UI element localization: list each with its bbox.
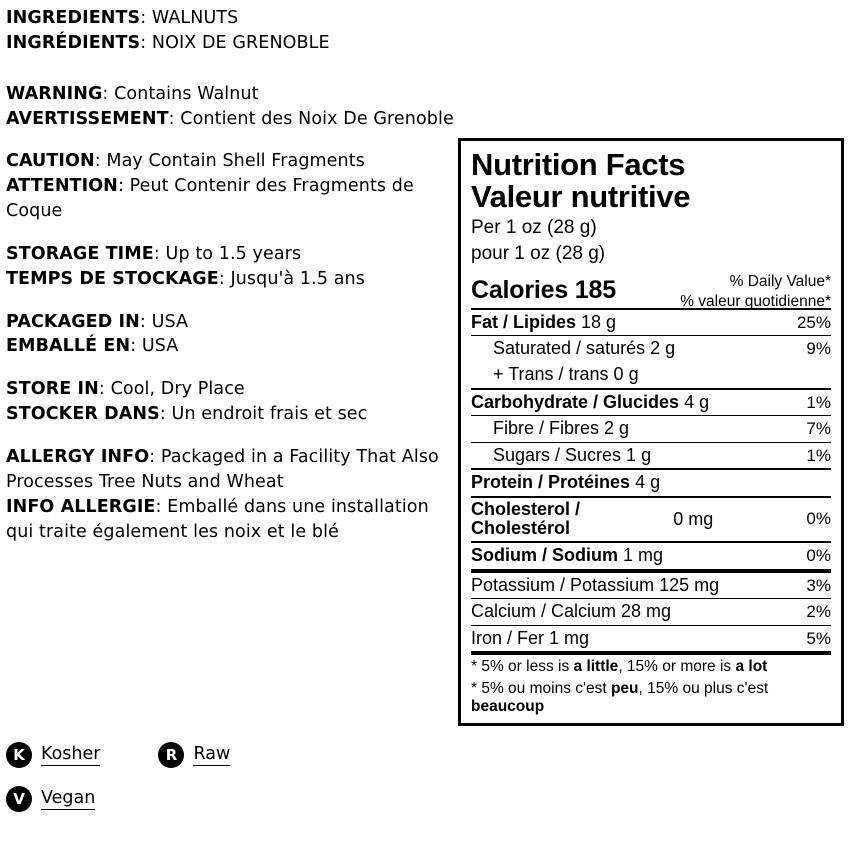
warning-label-fr: AVERTISSEMENT [6, 108, 169, 129]
store-in-value-en: : Cool, Dry Place [98, 379, 245, 400]
nutrient-name-potassium: Potassium / Potassium 125 mg [471, 574, 720, 595]
packaged-in-label-en: PACKAGED IN [6, 311, 140, 332]
caution-block [6, 149, 458, 224]
nutrient-dv-potassium: 3% [806, 575, 831, 595]
nutrient-amount-cholesterol: 0 mg [673, 508, 714, 529]
allergy-info-block [6, 445, 458, 544]
product-info-column [6, 6, 458, 562]
nutrient-row-iron [471, 626, 831, 652]
caution-value-en: : May Contain Shell Fragments [94, 151, 365, 172]
store-in-block [6, 377, 458, 427]
nutrient-dv-fat: 25% [796, 312, 831, 332]
nutrient-dv-sugars: 1% [806, 445, 831, 465]
footnote-en [471, 655, 831, 677]
nutrient-dv-calcium: 2% [806, 602, 831, 622]
certification-kosher [6, 742, 100, 768]
footnote-en-mid: , 15% or more is [618, 658, 736, 676]
packaged-in-value-fr: : USA [130, 336, 179, 357]
ingredients-label-en: INGREDIENTS [6, 8, 141, 28]
nutrient-row-cholesterol [471, 498, 831, 541]
footnote-en-b2: a lot [735, 658, 768, 676]
nutrient-dv-fibre: 7% [806, 419, 831, 439]
footnote-fr-pre: * 5% ou moins c'est [471, 679, 611, 697]
certification-vegan-label: Vegan [41, 788, 95, 810]
footnote-en-pre: * 5% or less is [471, 658, 574, 676]
nutrient-row-fibre [471, 416, 831, 442]
certification-marks [6, 742, 446, 830]
warning-line-en [6, 82, 458, 107]
ingredients-block [6, 6, 458, 56]
nutrient-name-sodium: Sodium / Sodium [471, 544, 618, 565]
packaged-in-block [6, 310, 458, 360]
store-in-line-fr [6, 402, 458, 427]
nutrient-name-fat: Fat / Lipides [471, 311, 577, 332]
nutrient-row-sodium [471, 543, 831, 569]
nutrient-row-fat [471, 310, 831, 336]
storage-time-line-en [6, 242, 458, 267]
raw-r-icon: R [158, 742, 184, 768]
allergy-info-line-fr [6, 495, 458, 545]
nutrient-row-trans [471, 362, 831, 388]
store-in-label-fr: STOCKER DANS [6, 404, 160, 425]
packaged-in-label-fr: EMBALLÉ EN [6, 336, 131, 357]
kosher-k-icon: K [6, 742, 32, 768]
caution-label-en: CAUTION [6, 151, 95, 172]
vegan-v-icon: V [6, 786, 32, 812]
nutrient-dv-saturated: 9% [806, 339, 831, 359]
nutrient-row-calcium [471, 599, 831, 625]
certification-row-1 [6, 742, 446, 768]
footnote-en-b1: a little [573, 658, 619, 676]
nutrient-dv-carbohydrate: 1% [806, 392, 831, 412]
nutrient-name-protein: Protein / Protéines [471, 472, 631, 493]
nutrient-row-potassium [471, 573, 831, 599]
serving-size-fr: pour 1 oz (28 g) [471, 243, 606, 265]
nutrient-row-protein [471, 470, 831, 496]
caution-line-en [6, 149, 458, 174]
nutrient-amount-carbohydrate: 4 g [684, 391, 710, 412]
warning-label-en: WARNING [6, 83, 103, 104]
nutrient-row-saturated [471, 336, 831, 362]
footnote-fr-mid: , 15% ou plus c'est [638, 679, 769, 697]
calories-value: Calories 185 [471, 275, 616, 304]
warning-value-en: : Contains Walnut [102, 83, 259, 104]
packaged-in-value-en: : USA [139, 311, 189, 332]
warning-block [6, 82, 458, 132]
certification-raw-label: Raw [193, 744, 230, 766]
allergy-info-label-en: ALLERGY INFO [6, 446, 150, 467]
warning-line-fr [6, 107, 458, 132]
serving-size-en: Per 1 oz (28 g) [471, 217, 597, 239]
packaged-in-line-en [6, 310, 458, 335]
certification-row-2 [6, 786, 446, 812]
nutrient-name-cholesterol: Cholesterol / Cholestérol [471, 499, 581, 539]
allergy-info-value-fr: : Emballé dans une installation qui traite également les noix et le blé [6, 496, 429, 542]
store-in-label-en: STORE IN [6, 379, 99, 400]
storage-time-value-fr: : Jusqu'à 1.5 ans [218, 268, 365, 289]
nutrient-name-fibre: Fibre / Fibres 2 g [493, 418, 630, 439]
nutrient-name-saturated: Saturated / saturés 2 g [493, 338, 676, 359]
nutrient-name-iron: Iron / Fer 1 mg [471, 627, 590, 648]
certification-raw [158, 742, 230, 768]
nutrient-name-sugars: Sugars / Sucres 1 g [493, 444, 652, 465]
ingredients-value-en: : WALNUTS [140, 8, 239, 28]
caution-label-fr: ATTENTION [6, 176, 118, 197]
nutrient-amount-protein: 4 g [635, 472, 661, 493]
footnote-fr-b2: beaucoup [471, 698, 545, 716]
footnote-fr-b1: peu [610, 679, 639, 697]
store-in-line-en [6, 377, 458, 402]
allergy-info-value-en: : Packaged in a Facility That Also Processes Tree Nuts and Wheat [6, 446, 439, 492]
nutrition-title-fr: Valeur nutritive [471, 179, 691, 215]
store-in-value-fr: : Un endroit frais et sec [159, 404, 368, 425]
storage-time-block [6, 242, 458, 292]
storage-time-label-fr: TEMPS DE STOCKAGE [6, 268, 219, 289]
nutrient-dv-sodium: 0% [806, 545, 831, 565]
caution-line-fr [6, 174, 458, 224]
ingredients-label-fr: INGRÉDIENTS [6, 32, 141, 53]
ingredients-value-fr: : NOIX DE GRENOBLE [140, 32, 330, 53]
storage-time-value-en: : Up to 1.5 years [153, 243, 302, 264]
nutrient-amount-sodium: 1 mg [623, 544, 664, 565]
nutrient-amount-fat: 18 g [581, 311, 617, 332]
daily-value-header-fr: % valeur quotidienne* [680, 292, 831, 310]
ingredients-line-en [6, 6, 458, 31]
warning-value-fr: : Contient des Noix De Grenoble [168, 108, 454, 129]
ingredients-line-fr [6, 31, 458, 56]
storage-time-line-fr [6, 267, 458, 292]
allergy-info-label-fr: INFO ALLERGIE [6, 496, 156, 517]
packaged-in-line-fr [6, 334, 458, 359]
nutrient-row-sugars [471, 443, 831, 469]
nutrient-name-trans: + Trans / trans 0 g [493, 364, 639, 385]
nutrition-facts-panel [458, 138, 844, 726]
certification-vegan [6, 786, 95, 812]
storage-time-label-en: STORAGE TIME [6, 243, 154, 264]
nutrition-title-en: Nutrition Facts [471, 147, 686, 182]
nutrient-dv-iron: 5% [806, 628, 831, 648]
nutrient-row-carbohydrate [471, 390, 831, 416]
caution-value-fr: : Peut Contenir des Fragments de Coque [6, 176, 414, 222]
daily-value-header-en: % Daily Value* [729, 273, 831, 291]
nutrient-name-carbohydrate: Carbohydrate / Glucides [471, 391, 680, 412]
certification-kosher-label: Kosher [41, 744, 100, 766]
nutrient-name-calcium: Calcium / Calcium 28 mg [471, 601, 672, 622]
footnote-fr [471, 677, 831, 717]
allergy-info-line-en [6, 445, 458, 495]
nutrient-dv-cholesterol: 0% [806, 509, 831, 529]
